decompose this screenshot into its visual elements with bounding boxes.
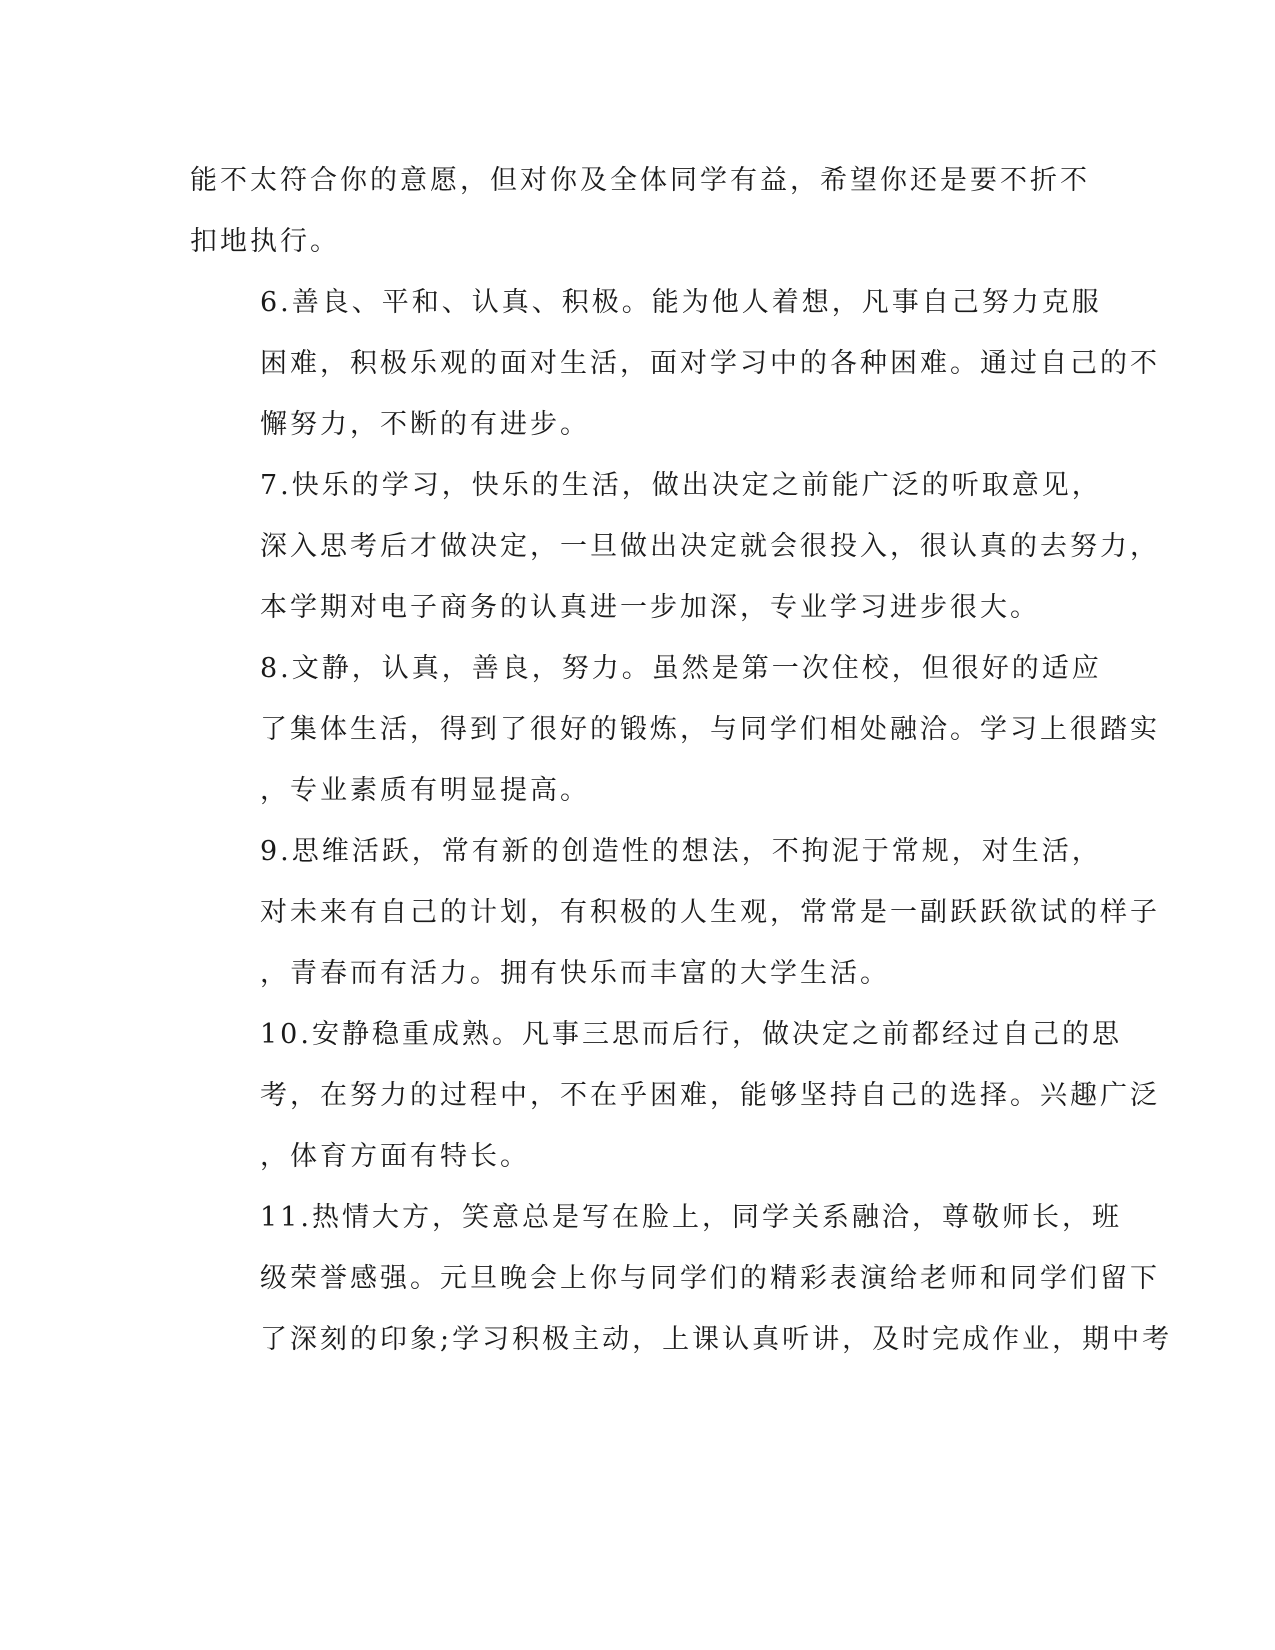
text-line: 能不太符合你的意愿，但对你及全体同学有益，希望你还是要不折不 [190, 165, 1090, 196]
text-line: 10.安静稳重成熟。凡事三思而后行，做决定之前都经过自己的思 [260, 1019, 1122, 1050]
text-line: 9.思维活跃，常有新的创造性的想法，不拘泥于常规，对生活， [260, 836, 1102, 867]
text-line: 本学期对电子商务的认真进一步加深，专业学习进步很大。 [260, 592, 1040, 623]
text-line: ，专业素质有明显提高。 [260, 775, 590, 806]
text-line: 8.文静，认真，善良，努力。虽然是第一次住校，但很好的适应 [260, 653, 1102, 684]
paragraph-item-11 [190, 1187, 1173, 1370]
paragraph-item-6 [190, 272, 1160, 455]
paragraph-continued [190, 150, 1090, 272]
text-line: 深入思考后才做决定，一旦做出决定就会很投入，很认真的去努力， [260, 531, 1160, 562]
text-line: 7.快乐的学习，快乐的生活，做出决定之前能广泛的听取意见， [260, 470, 1102, 501]
text-line: 6.善良、平和、认真、积极。能为他人着想，凡事自己努力克服 [260, 287, 1102, 318]
text-line: 困难，积极乐观的面对生活，面对学习中的各种困难。通过自己的不 [260, 348, 1160, 379]
paragraph-item-9 [190, 821, 1160, 1004]
document-body [190, 150, 1173, 1370]
paragraph-item-10 [190, 1004, 1160, 1187]
text-line: ，体育方面有特长。 [260, 1141, 530, 1172]
text-line: 了集体生活，得到了很好的锻炼，与同学们相处融洽。学习上很踏实 [260, 714, 1160, 745]
text-line: 懈努力，不断的有进步。 [260, 409, 590, 440]
text-line: 扣地执行。 [190, 226, 340, 257]
text-line: 对未来有自己的计划，有积极的人生观，常常是一副跃跃欲试的样子 [260, 897, 1160, 928]
paragraph-item-7 [190, 455, 1160, 638]
paragraph-item-8 [190, 638, 1160, 821]
text-line: 了深刻的印象;学习积极主动，上课认真听讲，及时完成作业，期中考 [260, 1324, 1173, 1355]
text-line: ，青春而有活力。拥有快乐而丰富的大学生活。 [260, 958, 890, 989]
text-line: 11.热情大方，笑意总是写在脸上，同学关系融洽，尊敬师长，班 [260, 1202, 1122, 1233]
text-line: 考，在努力的过程中，不在乎困难，能够坚持自己的选择。兴趣广泛 [260, 1080, 1160, 1111]
text-line: 级荣誉感强。元旦晚会上你与同学们的精彩表演给老师和同学们留下 [260, 1263, 1160, 1294]
